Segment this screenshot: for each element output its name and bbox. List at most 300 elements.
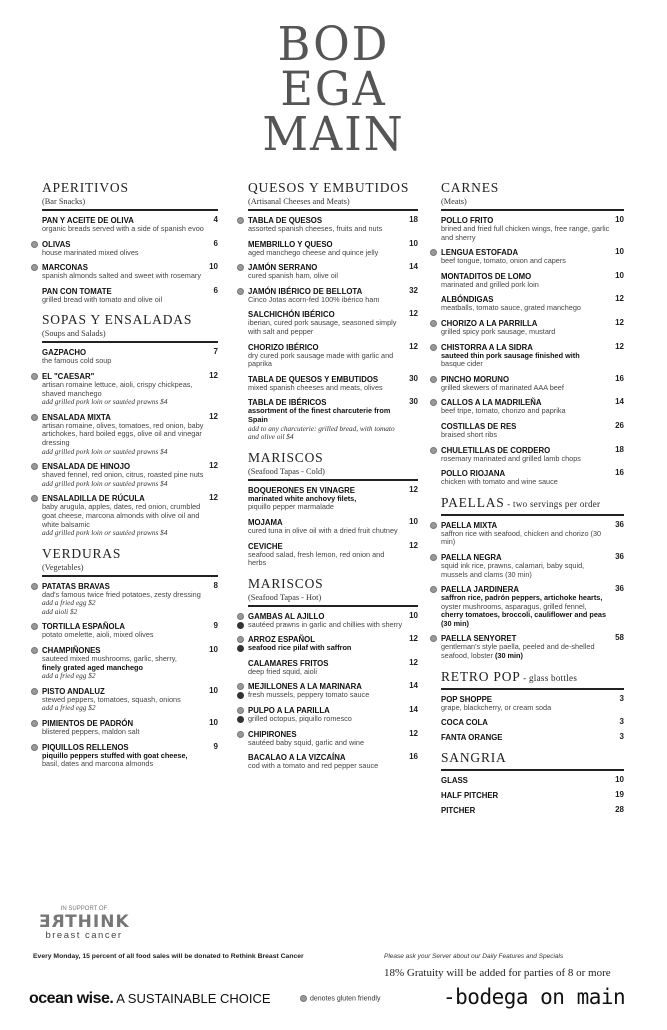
rethink-wordmark: RETHINK bbox=[38, 912, 130, 932]
gluten-friendly-icon bbox=[430, 399, 437, 406]
item-name: CHORIZO A LA PARRILLA bbox=[441, 318, 538, 328]
item-name: MOJAMA bbox=[248, 517, 283, 527]
section-divider bbox=[42, 209, 218, 211]
menu-item bbox=[42, 646, 218, 681]
item-price: 18 bbox=[409, 215, 418, 224]
section-note: - glass bottles bbox=[520, 672, 578, 683]
section-note: - two servings per order bbox=[504, 498, 601, 509]
item-name: FANTA ORANGE bbox=[441, 733, 503, 743]
item-price: 10 bbox=[209, 718, 218, 728]
item-description-bold: cherry tomatoes, broccoli, cauliflower and peas (30 min) bbox=[441, 610, 607, 628]
gluten-friendly-icon bbox=[430, 376, 437, 383]
menu-item bbox=[248, 518, 418, 536]
menu-item bbox=[248, 706, 418, 724]
item-price: 28 bbox=[615, 805, 624, 815]
item-name: CHORIZO IBÉRICO bbox=[248, 342, 319, 352]
item-description: organic breads served with a side of spanish evoo bbox=[42, 224, 204, 233]
item-name: CHISTORRA A LA SIDRA bbox=[441, 342, 533, 352]
section-title-text: APERITIVOS bbox=[42, 180, 129, 195]
item-price: 4 bbox=[213, 215, 218, 224]
gluten-friendly-icon bbox=[237, 288, 244, 295]
item-name: CALLOS A LA MADRILEÑA bbox=[441, 398, 542, 408]
item-price: 12 bbox=[615, 317, 624, 327]
item-description-text: gentleman's style paella, peeled and de-shelled seafood, lobster bbox=[441, 642, 595, 661]
item-price: 12 bbox=[409, 728, 418, 738]
menu-item bbox=[42, 462, 218, 488]
menu-item bbox=[441, 776, 624, 785]
item-name: TABLA DE IBÉRICOS bbox=[248, 398, 327, 408]
item-description: grape, blackcherry, or cream soda bbox=[441, 702, 552, 712]
menu-item bbox=[42, 263, 218, 281]
ocean-wise-icon bbox=[237, 645, 244, 652]
item-name: ALBÓNDIGAS bbox=[441, 295, 494, 305]
item-description: chicken with tomato and wine sauce bbox=[441, 477, 558, 487]
item-description: marinated and grilled pork loin bbox=[441, 279, 539, 289]
menu-item bbox=[42, 582, 218, 617]
menu-item bbox=[248, 287, 418, 305]
item-addon: add grilled pork loin or sautéed prawns $4 bbox=[42, 446, 168, 456]
ocean-wise-icon bbox=[237, 716, 244, 723]
item-description: grilled octopus, piquillo romesco bbox=[248, 714, 352, 724]
item-price: 10 bbox=[409, 516, 418, 526]
item-name: CALAMARES FRITOS bbox=[248, 658, 329, 668]
tagline: -bodega on main bbox=[443, 985, 626, 1009]
gluten-friendly-icon bbox=[31, 373, 38, 380]
item-description: deep fried squid, aioli bbox=[248, 666, 317, 676]
gluten-friendly-legend bbox=[300, 995, 380, 1002]
item-description-bold: seafood rice pilaf with saffron bbox=[248, 643, 352, 653]
item-price: 14 bbox=[409, 262, 418, 272]
gluten-friendly-icon bbox=[31, 647, 38, 654]
ocean-wise-icon bbox=[237, 622, 244, 629]
section-title-text: PAELLAS bbox=[441, 494, 505, 510]
menu-column-1 bbox=[42, 172, 218, 775]
item-name: ENSALADA MIXTA bbox=[42, 412, 111, 422]
item-addon: add a fried egg $2 bbox=[42, 703, 96, 713]
item-description: cured spanish ham, olive oil bbox=[248, 271, 339, 281]
item-name: PISTO ANDALUZ bbox=[42, 686, 105, 696]
item-description: stewed peppers, tomatoes, squash, onions bbox=[42, 694, 181, 704]
item-price: 6 bbox=[213, 238, 218, 248]
menu-item bbox=[441, 553, 624, 579]
item-description: sauteed mixed mushrooms, garlic, sherry, bbox=[42, 654, 177, 664]
menu-item bbox=[441, 375, 624, 393]
item-name: COCA COLA bbox=[441, 718, 488, 728]
menu-item bbox=[248, 310, 418, 336]
item-price: 9 bbox=[213, 741, 218, 751]
section-divider bbox=[441, 688, 624, 690]
item-name: LENGUA ESTOFADA bbox=[441, 248, 519, 258]
item-price: 10 bbox=[209, 685, 218, 695]
menu-item bbox=[248, 398, 418, 441]
item-price: 10 bbox=[409, 238, 418, 248]
menu-item bbox=[248, 375, 418, 393]
menu-item bbox=[42, 287, 218, 305]
item-name: HALF PITCHER bbox=[441, 791, 499, 801]
menu-item bbox=[42, 216, 218, 234]
item-description: mixed spanish cheeses and meats, olives bbox=[248, 382, 383, 392]
gluten-friendly-icon bbox=[300, 995, 307, 1002]
gluten-friendly-icon bbox=[430, 249, 437, 256]
section-subtitle: (Soups and Salads) bbox=[42, 329, 106, 339]
item-price: 10 bbox=[615, 775, 624, 785]
item-price: 16 bbox=[615, 373, 624, 383]
monday-donation-note: Every Monday, 15 percent of all food sales will be donated to Rethink Breast Cancer bbox=[33, 953, 304, 960]
section-divider bbox=[441, 769, 624, 771]
item-price: 3 bbox=[619, 717, 624, 727]
menu-item bbox=[248, 542, 418, 568]
item-addon: add a fried egg $2 bbox=[42, 598, 96, 608]
item-description: beef tripe, tomato, chorizo and paprika bbox=[441, 406, 566, 416]
menu-item bbox=[441, 718, 624, 727]
item-description: cod with a tomato and red pepper sauce bbox=[248, 761, 379, 771]
item-description: cured tuna in olive oil with a dried fruit chutney bbox=[248, 525, 398, 535]
rethink-think: THINK bbox=[65, 912, 130, 932]
section-title-text: QUESOS Y EMBUTIDOS bbox=[248, 180, 410, 195]
item-price: 7 bbox=[213, 347, 218, 357]
menu-item bbox=[441, 343, 624, 369]
item-name: PINCHO MORUNO bbox=[441, 374, 510, 384]
section-title-text: MARISCOS bbox=[248, 575, 324, 591]
section-divider bbox=[248, 479, 418, 481]
item-price: 3 bbox=[619, 693, 624, 703]
item-price: 12 bbox=[409, 341, 418, 351]
menu-item bbox=[441, 248, 624, 266]
menu-item bbox=[42, 743, 218, 769]
item-description: sautéed baby squid, garlic and wine bbox=[248, 737, 365, 747]
logo-line: BOD bbox=[277, 17, 390, 72]
gluten-friendly-icon bbox=[31, 583, 38, 590]
gluten-friendly-icon bbox=[31, 264, 38, 271]
item-price: 10 bbox=[615, 215, 624, 224]
section-subtitle: (Seafood Tapas - Hot) bbox=[248, 592, 322, 602]
item-description: dad's famous twice fried potatoes, zesty dressing bbox=[42, 589, 201, 599]
item-price: 14 bbox=[409, 681, 418, 691]
item-description: the famous cold soup bbox=[42, 356, 112, 366]
gluten-friendly-icon bbox=[430, 447, 437, 454]
item-name: POP SHOPPE bbox=[441, 694, 492, 704]
item-description-bold: finely grated aged manchego bbox=[42, 662, 143, 672]
section-subtitle: (Artisanal Cheeses and Meats) bbox=[248, 197, 350, 206]
gluten-friendly-icon bbox=[31, 744, 38, 751]
menu-item bbox=[248, 486, 418, 512]
ocean-wise-wordmark: ocean wise. bbox=[29, 990, 114, 1007]
item-addon: add grilled pork loin or sautéed prawns $4 bbox=[42, 397, 168, 407]
menu-item bbox=[441, 791, 624, 800]
section-title bbox=[42, 180, 218, 196]
item-description: brined and fried full chicken wings, free range, garlic and sherry bbox=[441, 224, 610, 242]
item-description: Cinco Jotas acorn-fed 100% ibérico ham bbox=[248, 294, 380, 304]
item-price: 36 bbox=[615, 551, 624, 561]
item-name: MARCONAS bbox=[42, 263, 88, 273]
item-name: JAMÓN IBÉRICO DE BELLOTA bbox=[248, 286, 363, 296]
item-description: meatballs, tomato sauce, grated manchego bbox=[441, 303, 581, 313]
section-title bbox=[248, 180, 418, 196]
menu-item bbox=[441, 295, 624, 313]
item-description-bold: (30 min) bbox=[494, 651, 523, 661]
menu-item bbox=[441, 319, 624, 337]
section-title bbox=[441, 495, 624, 511]
item-name: TABLA DE QUESOS bbox=[248, 216, 323, 225]
item-description-bold: piquillo peppers stuffed with goat cheese, bbox=[42, 750, 188, 760]
menu-item bbox=[248, 659, 418, 677]
menu-item bbox=[42, 413, 218, 456]
gratuity-note: 18% Gratuity will be added for parties of 8 or more bbox=[384, 967, 611, 979]
item-description: dry cured pork sausage made with garlic and paprika bbox=[248, 350, 394, 369]
item-name: PAELLA JARDINERA bbox=[441, 585, 519, 595]
item-price: 12 bbox=[409, 484, 418, 494]
section-divider bbox=[42, 575, 218, 577]
item-name: ARROZ ESPAÑOL bbox=[248, 635, 315, 645]
item-price: 16 bbox=[409, 752, 418, 762]
section-divider bbox=[441, 514, 624, 516]
menu-item bbox=[441, 521, 624, 547]
menu-item bbox=[42, 687, 218, 713]
menu-item bbox=[42, 719, 218, 737]
item-price: 12 bbox=[409, 309, 418, 319]
section-title-text: SANGRIA bbox=[441, 750, 507, 766]
item-description: spanish almonds salted and sweet with rosemary bbox=[42, 271, 201, 281]
item-description: grilled bread with tomato and olive oil bbox=[42, 294, 163, 304]
gluten-friendly-icon bbox=[237, 264, 244, 271]
section-divider bbox=[248, 605, 418, 607]
item-price: 8 bbox=[213, 580, 218, 590]
item-description: house marinated mixed olives bbox=[42, 247, 139, 257]
gluten-friendly-icon bbox=[237, 731, 244, 738]
gluten-friendly-icon bbox=[31, 720, 38, 727]
item-description: artisan romaine lettuce, aioli, crispy chickpeas, shaved manchego bbox=[42, 379, 193, 398]
gluten-friendly-icon bbox=[237, 636, 244, 643]
gluten-friendly-icon bbox=[430, 522, 437, 529]
section-subtitle: (Vegetables) bbox=[42, 562, 84, 572]
item-description bbox=[441, 643, 624, 660]
section-title bbox=[42, 546, 218, 562]
menu-item bbox=[248, 240, 418, 258]
menu-item bbox=[248, 216, 418, 234]
item-price: 18 bbox=[615, 444, 624, 454]
menu-item bbox=[42, 240, 218, 258]
item-name: MONTADITOS DE LOMO bbox=[441, 271, 532, 281]
menu-item bbox=[441, 272, 624, 290]
item-price: 30 bbox=[409, 397, 418, 407]
gluten-friendly-icon bbox=[31, 495, 38, 502]
gluten-friendly-icon bbox=[430, 586, 437, 593]
sustainable-choice-label: A SUSTAINABLE CHOICE bbox=[116, 991, 271, 1006]
restaurant-logo bbox=[0, 17, 667, 162]
menu-item bbox=[441, 469, 624, 487]
item-price: 12 bbox=[209, 461, 218, 471]
section-divider bbox=[42, 341, 218, 343]
item-addon: add to any charcuterie: grilled bread, with tomato and olive oil $4 bbox=[248, 423, 395, 442]
item-name: TABLA DE QUESOS Y EMBUTIDOS bbox=[248, 374, 379, 384]
item-description: assorted spanish cheeses, fruits and nuts bbox=[248, 224, 383, 233]
item-price: 14 bbox=[409, 705, 418, 715]
item-description: oyster mushrooms, asparagus, grilled fennel, bbox=[441, 601, 587, 611]
section-title bbox=[42, 312, 218, 328]
item-price: 14 bbox=[615, 397, 624, 407]
section-title-text: RETRO POP bbox=[441, 668, 521, 684]
item-description: blistered peppers, maldon salt bbox=[42, 727, 140, 737]
menu-item bbox=[248, 343, 418, 369]
item-description: piquillo pepper marmalade bbox=[248, 502, 334, 512]
item-description-bold: marinated white anchovy filets, bbox=[248, 493, 357, 503]
item-price: 36 bbox=[615, 584, 624, 594]
item-price: 12 bbox=[209, 370, 218, 380]
gluten-friendly-icon bbox=[430, 320, 437, 327]
gluten-friendly-icon bbox=[31, 463, 38, 470]
item-name: PULPO A LA PARILLA bbox=[248, 706, 330, 716]
item-name: PAELLA NEGRA bbox=[441, 552, 502, 562]
item-name: GLASS bbox=[441, 776, 468, 786]
item-name: MEJILLONES A LA MARINARA bbox=[248, 682, 362, 692]
ocean-wise-logo bbox=[29, 990, 271, 1008]
item-name: CHAMPIÑONES bbox=[42, 646, 101, 656]
item-description: aged manchego cheese and quince jelly bbox=[248, 247, 379, 257]
section-divider bbox=[441, 209, 624, 211]
gluten-friendly-icon bbox=[237, 217, 244, 224]
item-description: sautéed prawns in garlic and chillies with sherry bbox=[248, 619, 403, 629]
menu-column-2 bbox=[248, 172, 418, 777]
item-name: CHULETILLAS DE CORDERO bbox=[441, 445, 551, 455]
item-name: BACALAO A LA VIZCAÍNA bbox=[248, 753, 346, 763]
item-name: POLLO FRITO bbox=[441, 216, 494, 225]
item-addon: add grilled pork loin or sautéed prawns $4 bbox=[42, 528, 168, 538]
gluten-friendly-icon bbox=[237, 707, 244, 714]
logo-line: MAIN bbox=[262, 107, 405, 162]
section-title bbox=[248, 576, 418, 592]
item-name: COSTILLAS DE RES bbox=[441, 421, 517, 431]
item-description-bold: assortment of the finest charcuterie from Spain bbox=[248, 406, 391, 424]
menu-item bbox=[441, 695, 624, 713]
item-name: OLIVAS bbox=[42, 239, 71, 249]
menu-item bbox=[441, 446, 624, 464]
section-subtitle: (Bar Snacks) bbox=[42, 197, 86, 206]
item-price: 12 bbox=[409, 634, 418, 644]
item-price: 12 bbox=[615, 294, 624, 304]
item-price: 12 bbox=[209, 411, 218, 421]
menu-item bbox=[42, 348, 218, 366]
item-name: POLLO RIOJANA bbox=[441, 469, 506, 479]
item-name: BOQUERONES EN VINAGRE bbox=[248, 485, 356, 495]
gluten-friendly-icon bbox=[430, 635, 437, 642]
item-price: 19 bbox=[615, 790, 624, 800]
section-title bbox=[441, 750, 624, 766]
item-name: ENSALADA DE HINOJO bbox=[42, 462, 131, 472]
item-name: PAELLA MIXTA bbox=[441, 520, 498, 530]
menu-item bbox=[248, 730, 418, 748]
gluten-friendly-icon bbox=[430, 344, 437, 351]
item-description: shaved fennel, red onion, citrus, roasted pine nuts bbox=[42, 470, 204, 480]
item-description: grilled skewers of marinated AAA beef bbox=[441, 382, 564, 392]
item-price: 10 bbox=[209, 262, 218, 272]
item-name: EL "CAESAR" bbox=[42, 371, 95, 381]
gluten-friendly-icon bbox=[31, 623, 38, 630]
section-title-text: VERDURAS bbox=[42, 545, 122, 561]
menu-item bbox=[441, 398, 624, 416]
item-description: baby arugula, apples, dates, red onion, crumbled goat cheese, marcona almonds with olive oil and white balsamic bbox=[42, 502, 201, 529]
gluten-friendly-icon bbox=[237, 613, 244, 620]
section-subtitle: (Seafood Tapas - Cold) bbox=[248, 466, 325, 476]
support-label: IN SUPPORT OF bbox=[60, 906, 108, 912]
item-description: basil, dates and marcona almonds bbox=[42, 759, 154, 769]
item-description: iberian, cured pork sausage, seasoned simply with salt and pepper bbox=[248, 318, 397, 336]
item-description: squid ink rice, prawns, calamari, baby squid, mussels and clams (30 min) bbox=[441, 560, 585, 579]
rethink-logo bbox=[34, 906, 134, 941]
item-addon: add aioli $2 bbox=[42, 606, 78, 616]
item-price: 10 bbox=[409, 610, 418, 620]
item-description: artisan romaine, olives, tomatoes, red onion, baby artichokes, hard boiled eggs, olive oil and vinegar dressing bbox=[42, 420, 204, 447]
item-name: PAN Y ACEITE DE OLIVA bbox=[42, 216, 134, 225]
menu-item bbox=[441, 422, 624, 440]
breast-cancer-label: breast cancer bbox=[45, 930, 123, 941]
menu-item bbox=[42, 494, 218, 537]
item-name: PITCHER bbox=[441, 806, 476, 816]
item-price: 26 bbox=[615, 420, 624, 430]
item-description: beef tongue, tomato, onion and capers bbox=[441, 256, 566, 266]
gluten-friendly-icon bbox=[237, 683, 244, 690]
menu-item bbox=[248, 635, 418, 653]
item-description: braised short ribs bbox=[441, 429, 497, 439]
menu-item bbox=[248, 263, 418, 281]
item-price: 10 bbox=[615, 247, 624, 257]
menu-item bbox=[248, 753, 418, 771]
ocean-wise-icon bbox=[237, 692, 244, 699]
gluten-friendly-icon bbox=[31, 241, 38, 248]
item-name: CHIPIRONES bbox=[248, 729, 297, 739]
item-name: PAELLA SENYORET bbox=[441, 634, 517, 644]
item-description-bold: sauteed thin pork sausage finished with bbox=[441, 350, 580, 360]
item-price: 12 bbox=[615, 341, 624, 351]
item-description-bold: saffron rice, padrón peppers, artichoke hearts, bbox=[441, 593, 603, 603]
item-price: 12 bbox=[409, 540, 418, 550]
tagline-text: bodega on main bbox=[455, 985, 626, 1009]
menu-item bbox=[42, 622, 218, 640]
item-price: 30 bbox=[409, 373, 418, 383]
item-name: PATATAS BRAVAS bbox=[42, 581, 110, 591]
item-name: PIQUILLOS RELLENOS bbox=[42, 742, 129, 752]
item-name: GAZPACHO bbox=[42, 348, 87, 358]
item-name: GAMBAS AL AJILLO bbox=[248, 611, 325, 621]
gluten-friendly-icon bbox=[31, 414, 38, 421]
section-title bbox=[441, 669, 624, 685]
item-description: basque cider bbox=[441, 359, 483, 369]
item-price: 12 bbox=[209, 493, 218, 503]
item-price: 16 bbox=[615, 468, 624, 478]
item-price: 58 bbox=[615, 633, 624, 643]
menu-item bbox=[441, 585, 624, 628]
item-name: JAMÓN SERRANO bbox=[248, 263, 318, 273]
menu-item bbox=[248, 682, 418, 700]
item-description: fresh mussels, peppery tomato sauce bbox=[248, 690, 370, 700]
item-price: 12 bbox=[409, 657, 418, 667]
section-title-text: MARISCOS bbox=[248, 449, 324, 465]
section-subtitle: (Meats) bbox=[441, 197, 467, 206]
item-description: potato omelette, aioli, mixed olives bbox=[42, 630, 154, 640]
menu-item bbox=[42, 372, 218, 407]
item-name: CEVICHE bbox=[248, 541, 283, 551]
item-description: rosemary marinated and grilled lamb chops bbox=[441, 453, 581, 463]
item-price: 6 bbox=[213, 285, 218, 295]
section-title bbox=[441, 180, 624, 196]
item-price: 9 bbox=[213, 621, 218, 631]
item-description: saffron rice with seafood, chicken and chorizo (30 min) bbox=[441, 528, 602, 547]
logo-line: EGA bbox=[280, 62, 387, 117]
item-addon: add grilled pork loin or sautéed prawns $4 bbox=[42, 478, 168, 488]
section-title-text: CARNES bbox=[441, 180, 500, 195]
menu-column-3 bbox=[441, 172, 624, 821]
section-title bbox=[248, 450, 418, 466]
item-price: 10 bbox=[615, 270, 624, 280]
